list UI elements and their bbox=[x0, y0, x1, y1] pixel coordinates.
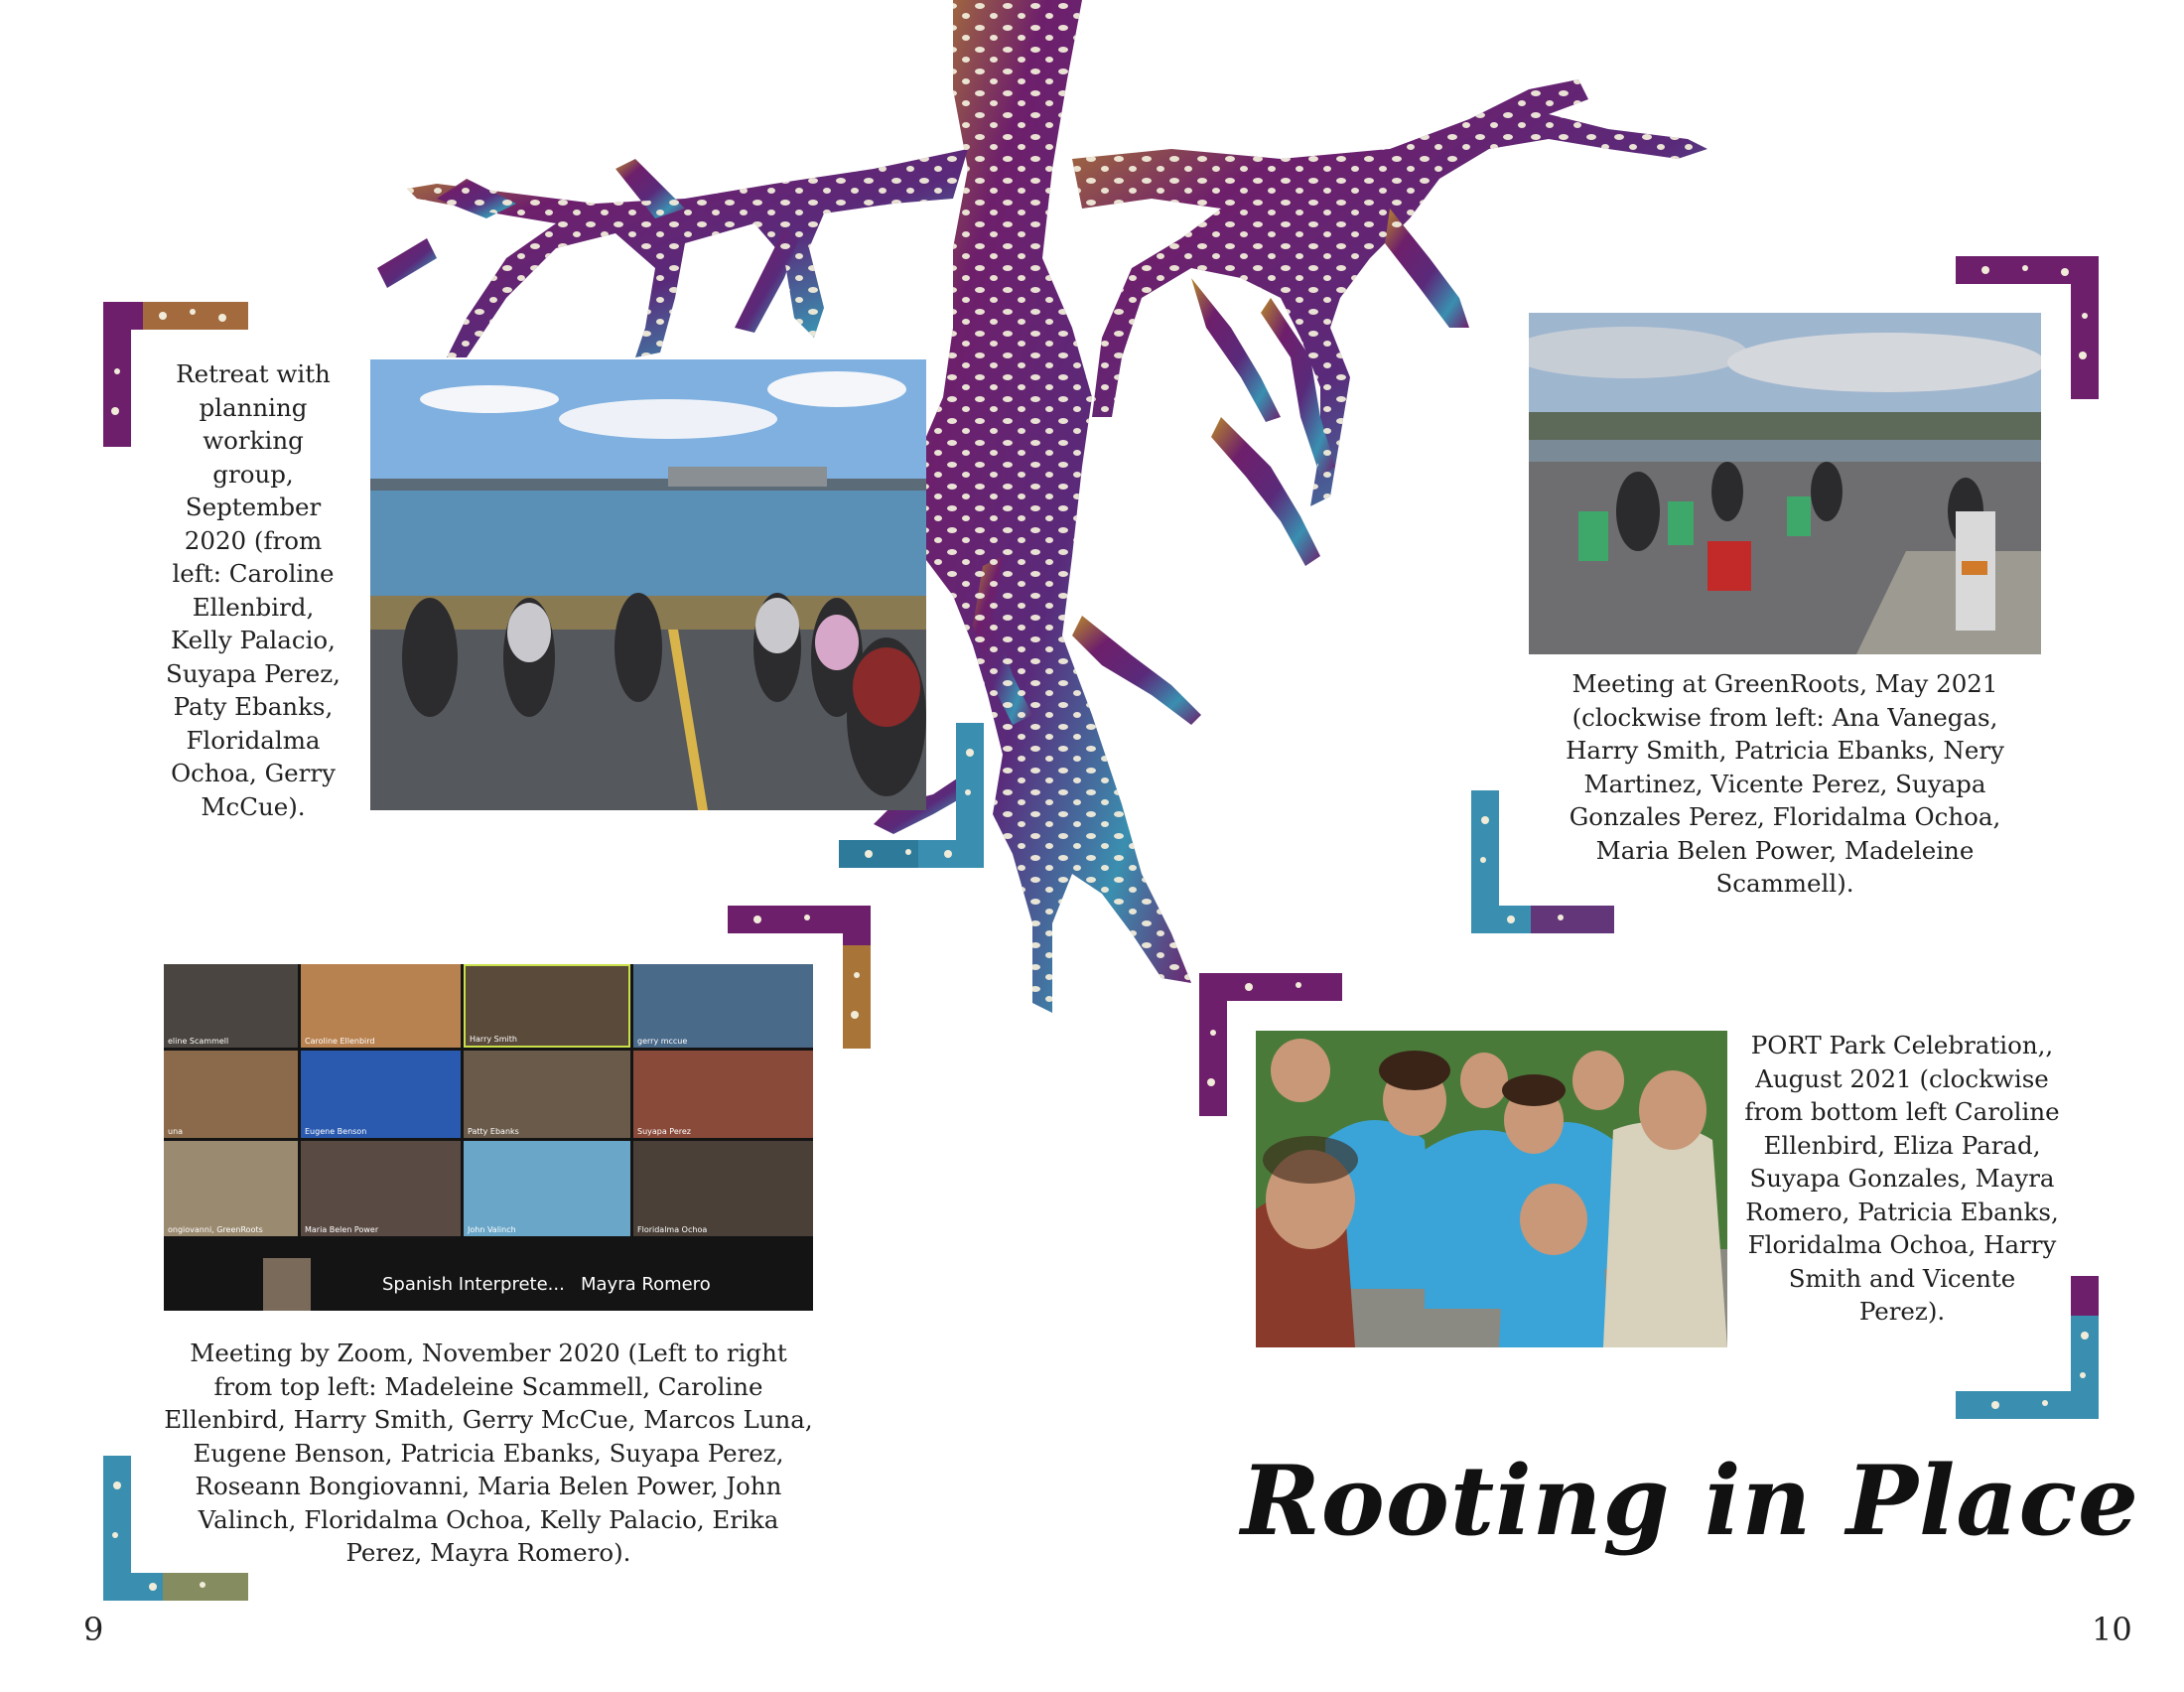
zoom-tile-name: Patty Ebanks bbox=[468, 1127, 519, 1136]
zoom-tile bbox=[464, 964, 630, 1048]
port-park-celebration-photo bbox=[1256, 1031, 1727, 1347]
zoom-meeting-screenshot bbox=[164, 964, 813, 1311]
zoom-tile bbox=[633, 964, 813, 1048]
page-title: Rooting in Place bbox=[1241, 1445, 2140, 1557]
zoom-tile-name: eline Scammell bbox=[168, 1037, 229, 1046]
page-number-left: 9 bbox=[83, 1611, 104, 1648]
zoom-tile bbox=[301, 964, 461, 1048]
zoom-tile-name: una bbox=[168, 1127, 184, 1136]
zoom-tile-name: Harry Smith bbox=[470, 1035, 517, 1044]
zoom-tile-name: gerry mccue bbox=[637, 1037, 688, 1046]
caption-port-park: PORT Park Celebration,, August 2021 (clockwise from bottom left Caroline Ellenbird, Eliza Parad, Suyapa Gonzales, Mayra Romero, Patricia Ebanks, Floridalma Ochoa, Harry Smith and Vicente Perez). bbox=[1744, 1031, 2060, 1326]
retreat-photo bbox=[370, 359, 926, 810]
zoom-tile-name: Eugene Benson bbox=[305, 1127, 367, 1136]
caption-zoom-meeting: Meeting by Zoom, November 2020 (Left to right from top left: Madeleine Scammell, Caroline Ellenbird, Harry Smith, Gerry McCue, Marcos Luna, Eugene Benson, Patricia Ebanks, Suyapa Perez, Roseann Bongiovanni, Maria Belen Power, John Valinch, Floridalma Ochoa, Kelly Palacio, Erika Perez, Mayra Romero). bbox=[164, 1339, 813, 1567]
zoom-tile bbox=[164, 1051, 298, 1138]
zoom-tile-name: Floridalma Ochoa bbox=[637, 1225, 708, 1234]
zoom-tile bbox=[464, 1141, 630, 1236]
zoom-tile-name: John Valinch bbox=[468, 1225, 516, 1234]
zoom-tile-small-video bbox=[263, 1258, 311, 1311]
zoom-tile bbox=[633, 1051, 813, 1138]
caption-retreat: Retreat with planning working group, September 2020 (from left: Caroline Ellenbird, Kelly Palacio, Suyapa Perez, Paty Ebanks, Floridalma Ochoa, Gerry McCue). bbox=[166, 359, 341, 821]
greenroots-meeting-photo bbox=[1529, 313, 2041, 654]
zoom-tile bbox=[164, 1141, 298, 1236]
zoom-tile bbox=[301, 1051, 461, 1138]
caption-greenroots-meeting: Meeting at GreenRoots, May 2021 (clockwise from left: Ana Vanegas, Harry Smith, Patricia Ebanks, Nery Martinez, Vicente Perez, Suyapa Gonzales Perez, Floridalma Ochoa, Maria Belen Power, Madeleine Scammell). bbox=[1566, 669, 2004, 898]
zoom-label-mayra-romero: Mayra Romero bbox=[581, 1274, 711, 1295]
zoom-tile bbox=[633, 1141, 813, 1236]
zoom-tile-name: ongiovanni, GreenRoots bbox=[168, 1225, 263, 1234]
zoom-tile bbox=[464, 1051, 630, 1138]
zoom-tile-name: Caroline Ellenbird bbox=[305, 1037, 375, 1046]
zoom-tile-name: Suyapa Perez bbox=[637, 1127, 692, 1136]
zoom-tile bbox=[164, 964, 298, 1048]
zoom-tile bbox=[301, 1141, 461, 1236]
zoom-label-spanish-interpreter: Spanish Interprete... bbox=[382, 1274, 565, 1295]
page-number-right: 10 bbox=[2092, 1611, 2132, 1648]
zoom-tile-name: Maria Belen Power bbox=[305, 1225, 379, 1234]
